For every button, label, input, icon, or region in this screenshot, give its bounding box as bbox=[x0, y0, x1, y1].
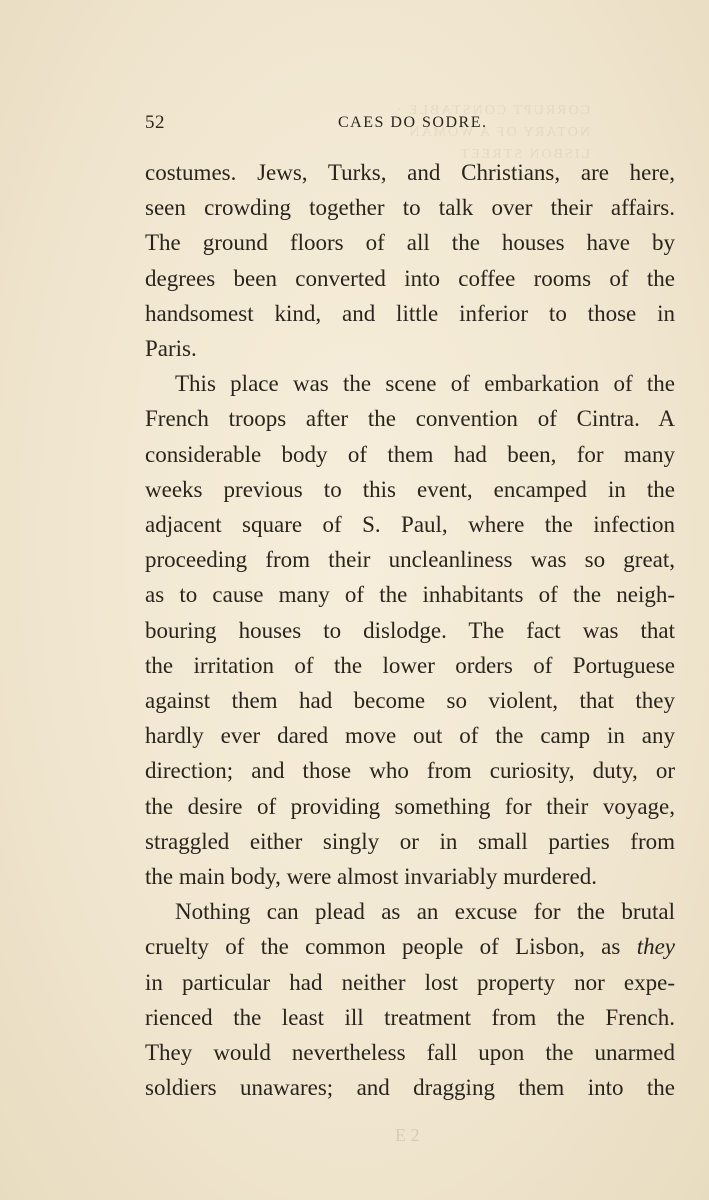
text-line: straggled either singly or in small parties from bbox=[145, 828, 675, 854]
text-line: The ground floors of all the houses have by bbox=[145, 230, 675, 256]
page-number: 52 bbox=[145, 112, 165, 133]
text-line: degrees been converted into coffee rooms of the bbox=[145, 265, 675, 291]
text-line: the irritation of the lower orders of Portuguese bbox=[145, 652, 675, 678]
text-line: soldiers unawares; and dragging them into the bbox=[145, 1075, 675, 1101]
text-line: in particular had neither lost property nor expe- bbox=[145, 969, 675, 995]
text-line: costumes. Jews, Turks, and Christians, are here, bbox=[145, 160, 675, 185]
text-line: bouring houses to dislodge. The fact was that bbox=[145, 617, 675, 643]
text-fragment: cruelty of the common people of Lisbon, as bbox=[145, 934, 637, 960]
paragraph-2 bbox=[145, 366, 675, 894]
signature-mark: E 2 bbox=[395, 1125, 420, 1145]
body-text bbox=[145, 155, 675, 1105]
text-line: as to cause many of the inhabitants of the neigh- bbox=[145, 582, 675, 608]
running-head: CAES DO SODRE. bbox=[338, 114, 488, 131]
text-line: proceeding from their uncleanliness was so great, bbox=[145, 547, 675, 573]
text-line: Nothing can plead as an excuse for the brutal bbox=[175, 899, 675, 925]
text-line: Paris. bbox=[145, 336, 197, 362]
text-line: They would nevertheless fall upon the unarmed bbox=[145, 1040, 675, 1066]
text-line: hardly ever dared move out of the camp in any bbox=[145, 723, 675, 749]
text-line: the desire of providing something for their voyage, bbox=[145, 793, 675, 819]
italic-word: they bbox=[636, 934, 675, 960]
text-line: seen crowding together to talk over their affairs. bbox=[145, 195, 675, 221]
bleed-through-text: CORRUPT CONSTABLE · NOTARY OF A WOMAN LISBON STREET bbox=[394, 103, 590, 162]
text-line: handsomest kind, and little inferior to those in bbox=[145, 300, 675, 326]
text-line: the main body, were almost invariably murdered. bbox=[145, 864, 597, 890]
page-header bbox=[145, 112, 675, 138]
text-line bbox=[145, 929, 675, 964]
paragraph-1 bbox=[145, 155, 675, 366]
text-line: French troops after the convention of Cintra. A bbox=[145, 406, 675, 432]
text-line: This place was the scene of embarkation of the bbox=[175, 371, 675, 397]
text-line: adjacent square of S. Paul, where the infection bbox=[145, 512, 675, 538]
text-line: weeks previous to this event, encamped in the bbox=[145, 476, 675, 502]
paragraph-3 bbox=[145, 894, 675, 1105]
text-line: rienced the least ill treatment from the French. bbox=[145, 1004, 675, 1030]
text-line: direction; and those who from curiosity, duty, or bbox=[145, 758, 675, 784]
text-line: considerable body of them had been, for many bbox=[145, 441, 675, 467]
text-line: against them had become so violent, that they bbox=[145, 688, 675, 714]
